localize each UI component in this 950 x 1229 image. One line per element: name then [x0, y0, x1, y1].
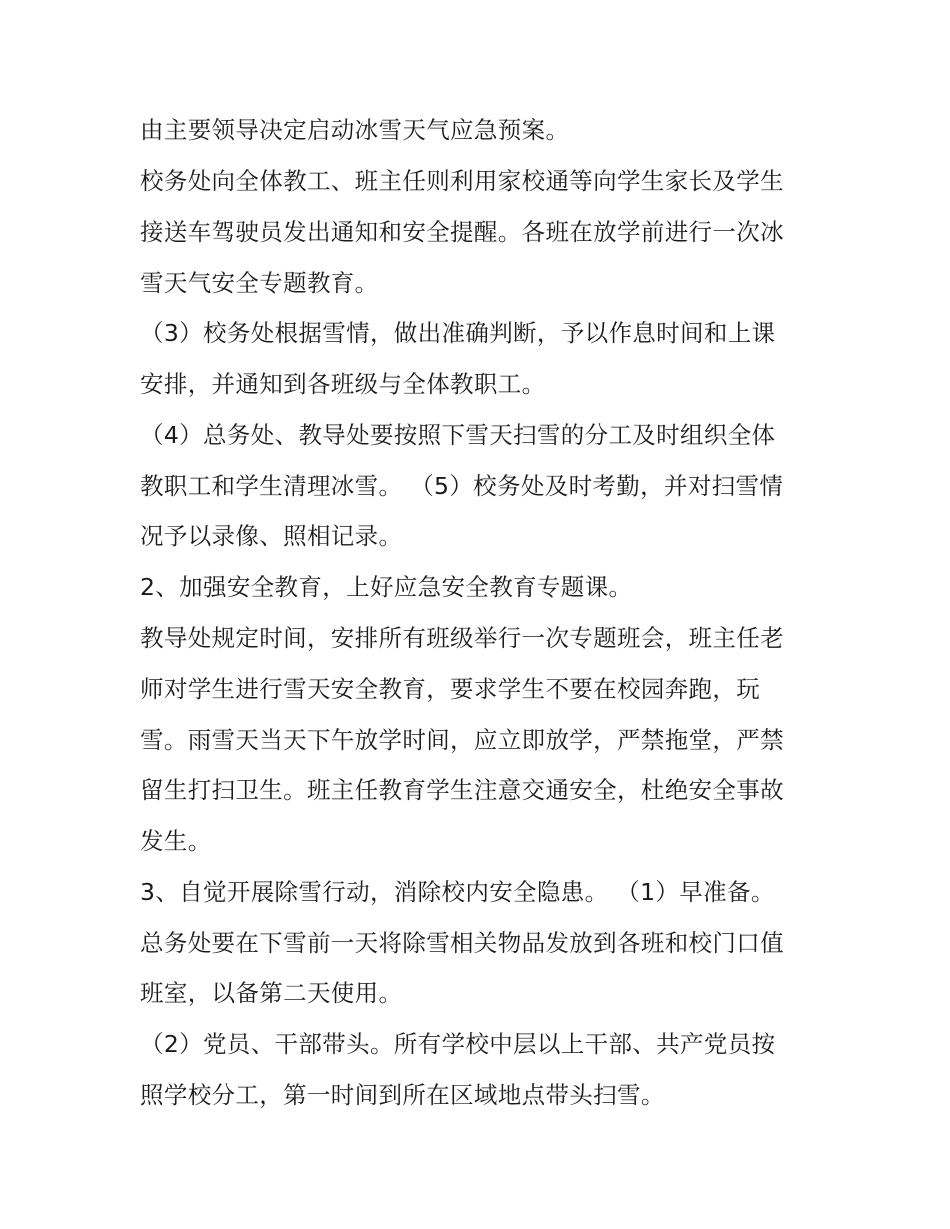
- text-line: 发生。: [140, 827, 212, 855]
- text-line: 总务处要在下雪前一天将除雪相关物品发放到各班和校门口值: [140, 929, 784, 957]
- section-heading: 3、自觉开展除雪行动，消除校内安全隐患。 （1）早准备。: [140, 878, 775, 906]
- text-line: 留生打扫卫生。班主任教育学生注意交通安全，杜绝安全事故: [140, 776, 784, 804]
- text-line: 教导处规定时间，安排所有班级举行一次专题班会，班主任老: [140, 624, 784, 652]
- text-line: （3）校务处根据雪情，做出准确判断，予以作息时间和上课: [140, 319, 776, 347]
- text-line: 师对学生进行雪天安全教育，要求学生不要在校园奔跑，玩: [140, 675, 761, 703]
- text-line: 安排，并通知到各班级与全体教职工。: [140, 370, 546, 398]
- text-line: （4）总务处、教导处要按照下雪天扫雪的分工及时组织全体: [140, 421, 776, 449]
- text-line: 教职工和学生清理冰雪。 （5）校务处及时考勤，并对扫雪情: [140, 472, 784, 500]
- text-line: 班室，以备第二天使用。: [140, 979, 403, 1007]
- text-line: 照学校分工，第一时间到所在区域地点带头扫雪。: [140, 1081, 665, 1109]
- text-line: （2）党员、干部带头。所有学校中层以上干部、共产党员按: [140, 1030, 776, 1058]
- text-line: 雪。雨雪天当天下午放学时间，应立即放学，严禁拖堂，严禁: [140, 726, 784, 754]
- text-line: 况予以录像、照相记录。: [140, 522, 403, 550]
- text-line: 雪天气安全专题教育。: [140, 269, 379, 297]
- text-line: 接送车驾驶员发出通知和安全提醒。各班在放学前进行一次冰: [140, 218, 784, 246]
- text-line: 由主要领导决定启动冰雪天气应急预案。: [140, 116, 570, 144]
- text-line: 校务处向全体教工、班主任则利用家校通等向学生家长及学生: [140, 167, 784, 195]
- section-heading: 2、加强安全教育，上好应急安全教育专题课。: [140, 573, 633, 601]
